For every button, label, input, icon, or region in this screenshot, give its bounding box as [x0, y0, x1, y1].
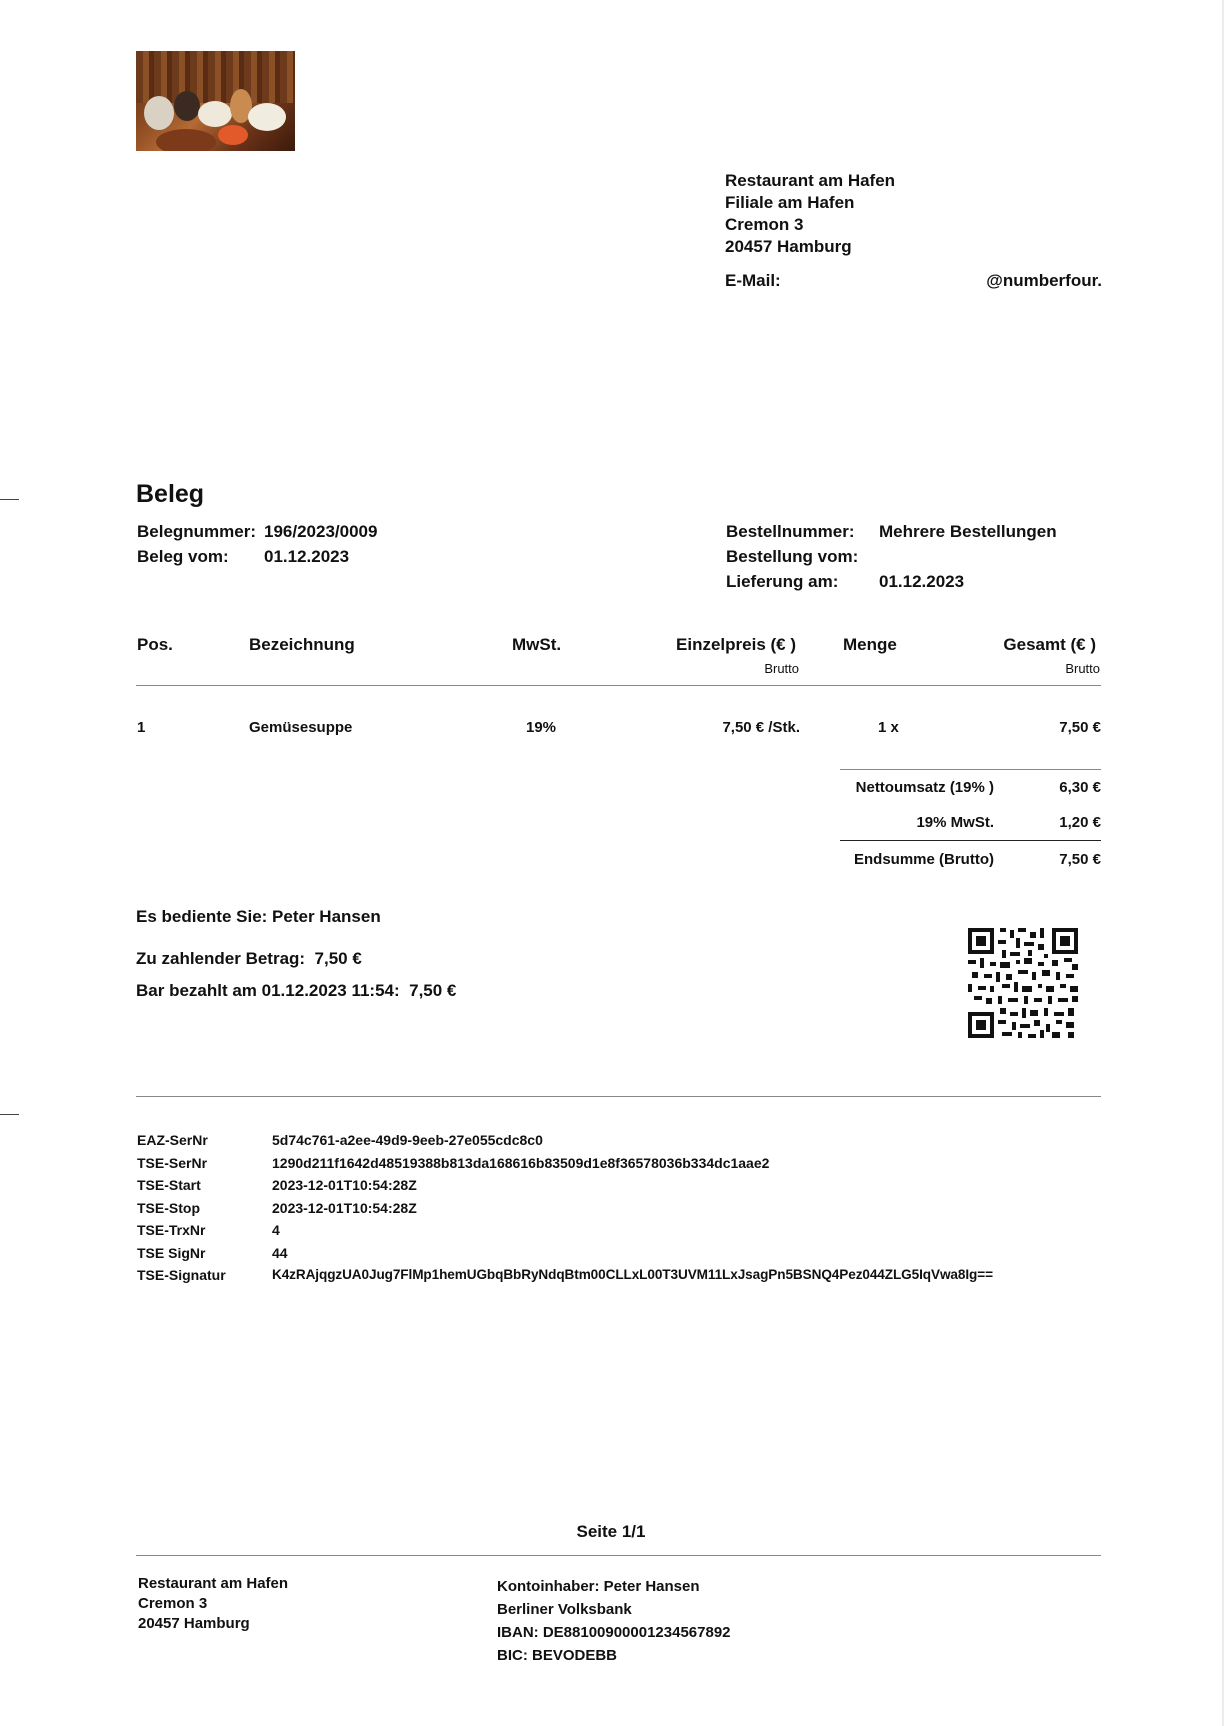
restaurant-branch: Filiale am Hafen — [725, 193, 855, 212]
email-label: E-Mail: — [725, 271, 781, 290]
tse-value: K4zRAjqgzUA0Jug7FlMp1hemUGbqBbRyNdqBtm00CLLxL00T3UVM11LxJsagPn5BSNQ4Pez044ZLG5IqVwa8Ig== — [272, 1267, 993, 1282]
order-date-label: Bestellung vom: — [726, 547, 859, 566]
restaurant-address — [725, 170, 895, 258]
col-header-unit-price: Einzelpreis (€ ) — [676, 635, 796, 654]
receipt-date: 01.12.2023 — [264, 547, 350, 566]
row-unit-price: 7,50 € /Stk. — [722, 719, 800, 736]
tse-value: 2023-12-01T10:54:28Z — [272, 1199, 417, 1216]
net-value: 6,30 € — [1059, 779, 1101, 796]
delivery-label: Lieferung am: — [726, 572, 839, 591]
col-header-unit-price-sub: Brutto — [764, 661, 799, 676]
paid-label: Bar bezahlt am 01.12.2023 11:54: — [136, 981, 400, 1000]
receipt-date-label: Beleg vom: — [137, 547, 229, 566]
tse-label: TSE-TrxNr — [137, 1222, 206, 1238]
net-label: Nettoumsatz (19% ) — [855, 779, 994, 796]
tse-label: TSE-SerNr — [137, 1154, 208, 1171]
col-header-pos: Pos. — [137, 635, 173, 654]
row-pos: 1 — [137, 719, 146, 736]
footer-account-holder: Kontoinhaber: Peter Hansen — [497, 1578, 700, 1595]
row-total: 7,50 € — [1059, 719, 1101, 736]
table-header-divider — [136, 685, 1101, 686]
footer-bic: BIC: BEVODEBB — [497, 1647, 618, 1664]
qr-code — [968, 928, 1078, 1038]
gross-label: Endsumme (Brutto) — [854, 851, 994, 868]
col-header-total-sub: Brutto — [1065, 661, 1100, 676]
page-number: Seite 1/1 — [576, 1522, 646, 1541]
tse-value: 44 — [272, 1244, 288, 1261]
receipt-number: 196/2023/0009 — [264, 522, 378, 541]
paid-amount: 7,50 € — [409, 981, 457, 1000]
row-quantity: 1 x — [878, 719, 899, 736]
tse-label: TSE-Stop — [137, 1199, 200, 1216]
footer-address — [138, 1574, 288, 1634]
footer-street: Cremon 3 — [138, 1595, 208, 1612]
order-number: Mehrere Bestellungen — [879, 522, 1057, 541]
email-value: @numberfour. — [986, 271, 1102, 290]
tse-value: 2023-12-01T10:54:28Z — [272, 1177, 417, 1193]
amount-due-value: 7,50 € — [314, 949, 362, 968]
amount-due — [136, 949, 362, 969]
tse-value: 1290d211f1642d48519388b813da168616b83509d1e8f36578036b334dc1aae2 — [272, 1154, 770, 1171]
col-header-total: Gesamt (€ ) — [1003, 635, 1096, 654]
fold-mark-bottom — [0, 1114, 19, 1115]
footer-city: 20457 Hamburg — [138, 1615, 250, 1632]
footer-divider — [136, 1555, 1101, 1556]
footer-bank — [497, 1575, 731, 1667]
tse-label: TSE-Start — [137, 1177, 201, 1193]
restaurant-street: Cremon 3 — [725, 215, 804, 234]
tse-value: 4 — [272, 1222, 280, 1238]
tse-values — [272, 1129, 993, 1287]
fold-mark-top — [0, 499, 19, 500]
restaurant-city: 20457 Hamburg — [725, 237, 852, 256]
vat-value: 1,20 € — [1059, 814, 1101, 831]
row-vat: 19% — [526, 719, 557, 736]
tse-divider — [136, 1096, 1101, 1097]
col-header-description: Bezeichnung — [249, 635, 355, 654]
footer-name: Restaurant am Hafen — [138, 1575, 289, 1592]
totals-divider-top — [840, 769, 1101, 770]
amount-due-label: Zu zahlender Betrag: — [136, 949, 306, 968]
totals-divider-bottom — [840, 840, 1101, 841]
document-title: Beleg — [136, 480, 205, 508]
vat-label: 19% MwSt. — [916, 814, 994, 831]
receipt-number-label: Belegnummer: — [137, 522, 257, 541]
col-header-quantity: Menge — [843, 635, 897, 654]
tse-label: EAZ-SerNr — [137, 1132, 208, 1148]
order-number-label: Bestellnummer: — [726, 522, 855, 541]
col-header-vat: MwSt. — [512, 635, 562, 654]
tse-labels — [137, 1129, 226, 1287]
tse-label: TSE SigNr — [137, 1244, 206, 1261]
footer-bank-name: Berliner Volksbank — [497, 1601, 632, 1618]
gross-value: 7,50 € — [1059, 851, 1101, 868]
restaurant-name: Restaurant am Hafen — [725, 171, 896, 190]
delivery-date: 01.12.2023 — [879, 572, 965, 591]
tse-label: TSE-Signatur — [137, 1267, 226, 1283]
row-description: Gemüsesuppe — [249, 719, 353, 736]
footer-iban: IBAN: DE88100900001234567892 — [497, 1624, 731, 1641]
paid-line — [136, 981, 456, 1001]
served-by: Es bediente Sie: Peter Hansen — [136, 907, 381, 926]
tse-value: 5d74c761-a2ee-49d9-9eeb-27e055cdc8c0 — [272, 1132, 543, 1148]
restaurant-photo — [136, 51, 295, 151]
